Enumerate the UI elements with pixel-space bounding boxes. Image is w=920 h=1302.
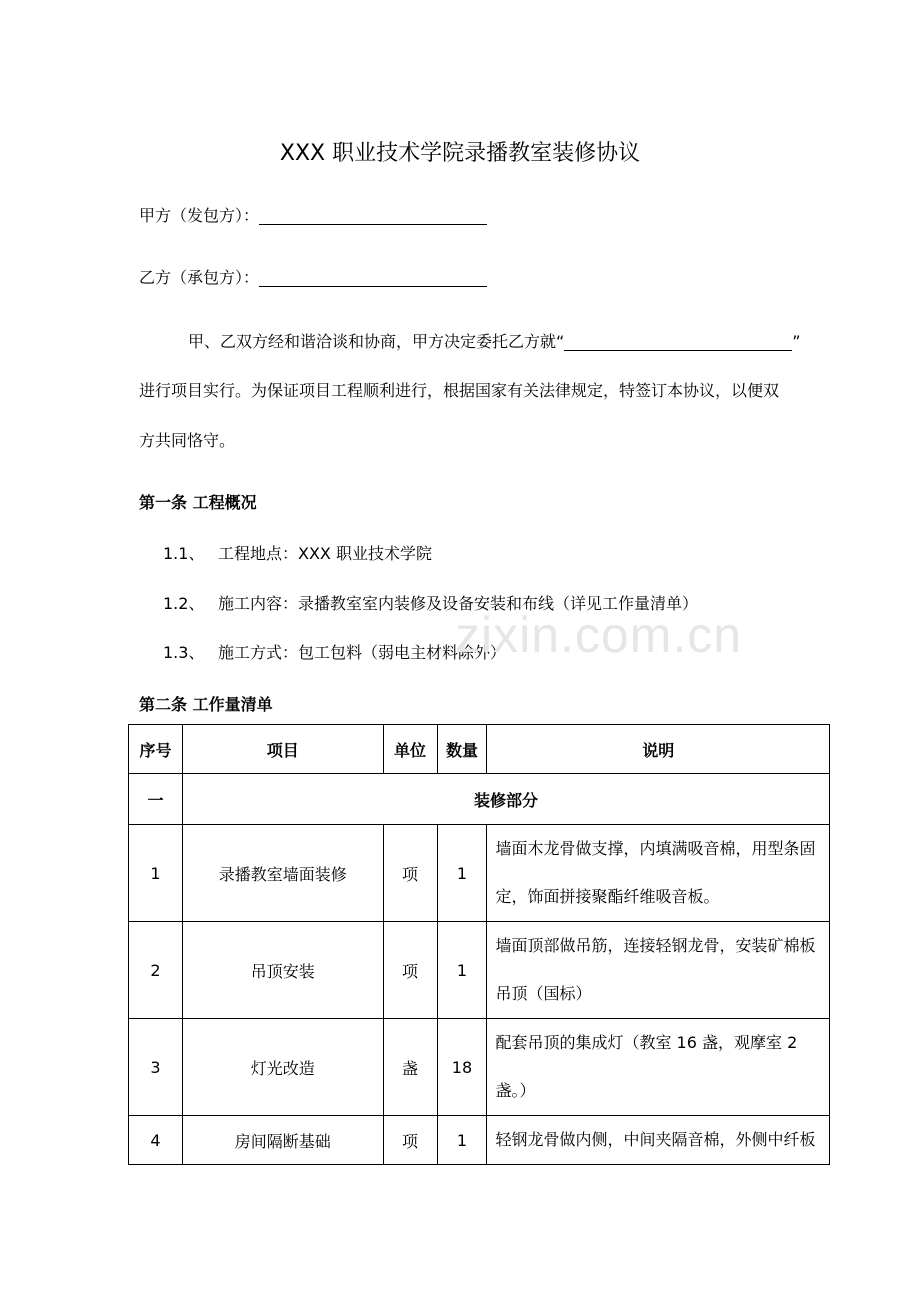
table-header-row [129, 725, 830, 774]
item-number: 1.2、 [163, 594, 205, 613]
row-qty: 1 [437, 922, 487, 1019]
row-qty: 1 [437, 825, 487, 922]
table-row [129, 1019, 830, 1116]
document-title: XXX 职业技术学院录播教室装修协议 [279, 141, 641, 166]
row-item: 房间隔断基础 [182, 1116, 383, 1165]
row-item: 灯光改造 [182, 1019, 383, 1116]
party-a-blank [259, 206, 487, 225]
header-qty: 数量 [437, 725, 487, 774]
table-row [129, 1116, 830, 1165]
group-name: 装修部分 [182, 774, 829, 825]
intro-suffix: ” [792, 332, 801, 351]
project-name-blank [564, 332, 792, 351]
row-unit: 盏 [383, 1019, 437, 1116]
party-b-blank [259, 268, 487, 287]
intro-prefix: 甲、乙双方经和谐洽谈和协商，甲方决定委托乙方就“ [188, 332, 565, 351]
header-item: 项目 [182, 725, 383, 774]
row-item: 录播教室墙面装修 [182, 825, 383, 922]
party-a-line [139, 203, 487, 226]
desc-line: 定，饰面拼接聚酯纤维吸音板。 [495, 887, 720, 906]
item-number: 1.3、 [163, 643, 205, 662]
item-text: 工程地点：XXX 职业技术学院 [218, 544, 432, 563]
row-no: 3 [129, 1019, 183, 1116]
group-no: 一 [129, 774, 183, 825]
row-item: 吊顶安装 [182, 922, 383, 1019]
row-desc [487, 1019, 830, 1116]
intro-line-2: 进行项目实行。为保证项目工程顺利进行，根据国家有关法律规定，特签订本协议，以便双 [139, 381, 780, 400]
row-no: 2 [129, 922, 183, 1019]
row-unit: 项 [383, 1116, 437, 1165]
work-table [128, 724, 830, 1165]
table-group-row [129, 774, 830, 825]
row-no: 4 [129, 1116, 183, 1165]
desc-line: 墙面顶部做吊筋，连接轻钢龙骨，安装矿棉板 [495, 936, 816, 955]
header-desc: 说明 [487, 725, 830, 774]
row-unit: 项 [383, 825, 437, 922]
row-desc [487, 1116, 830, 1165]
intro-line-3: 方共同恪守。 [139, 431, 236, 450]
section1-heading: 第一条 工程概况 [139, 493, 257, 512]
row-desc [487, 825, 830, 922]
party-b-label: 乙方（承包方）： [139, 268, 260, 287]
desc-line: 墙面木龙骨做支撑，内填满吸音棉，用型条固 [495, 839, 816, 858]
row-unit: 项 [383, 922, 437, 1019]
table-row [129, 825, 830, 922]
watermark: zixin.com.cn [455, 607, 743, 663]
header-unit: 单位 [383, 725, 437, 774]
row-qty: 1 [437, 1116, 487, 1165]
intro-line-1 [188, 329, 801, 352]
item-text: 施工内容：录播教室室内装修及设备安装和布线（详见工作量清单） [218, 594, 699, 613]
party-a-label: 甲方（发包方）： [139, 206, 260, 225]
party-b-line [139, 265, 487, 288]
row-qty: 18 [437, 1019, 487, 1116]
section1-item [163, 541, 432, 564]
desc-line: 盏。） [495, 1081, 536, 1100]
row-desc [487, 922, 830, 1019]
header-no: 序号 [129, 725, 183, 774]
section2-heading: 第二条 工作量清单 [139, 695, 273, 714]
desc-line: 配套吊顶的集成灯（教室 16 盏，观摩室 2 [495, 1033, 798, 1052]
item-text: 施工方式：包工包料（弱电主材料除外） [218, 643, 507, 662]
row-no: 1 [129, 825, 183, 922]
table-row [129, 922, 830, 1019]
desc-line: 吊顶（国标） [495, 984, 592, 1003]
desc-line: 轻钢龙骨做内侧，中间夹隔音棉，外侧中纤板 [495, 1130, 816, 1149]
item-number: 1.1、 [163, 544, 205, 563]
